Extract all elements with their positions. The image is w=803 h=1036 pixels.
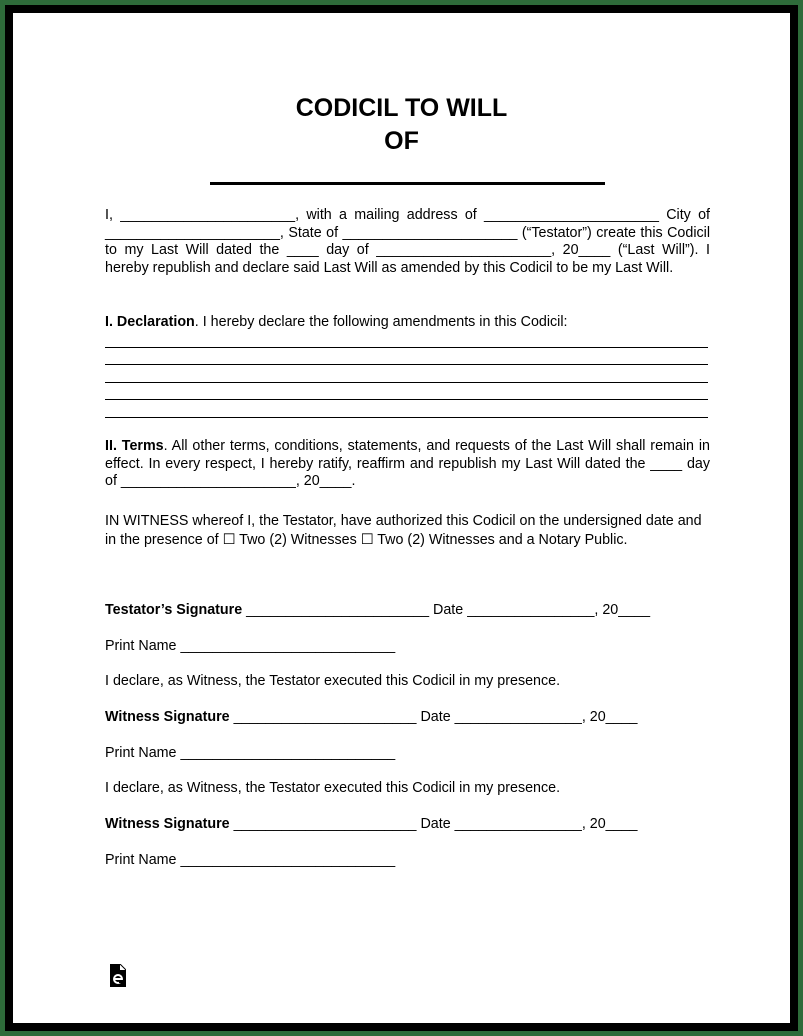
witness1-signature-line: _______________________ Date ________________, 20____ xyxy=(233,709,638,725)
witness2-declaration: I declare, as Witness, the Testator executed this Codicil in my presence. xyxy=(105,780,561,796)
witness2-print-name: Print Name ___________________________ xyxy=(105,852,396,868)
amendment-line xyxy=(105,364,708,365)
testator-name-line xyxy=(210,182,605,185)
terms-paragraph xyxy=(105,438,710,491)
declaration-text: . I hereby declare the following amendments in this Codicil: xyxy=(194,314,568,330)
intro-paragraph: I, ______________________, with a mailing address of ______________________ City of ______________________, State of ______________________ (“Testator”) create this Codicil to my Last Will dated the ____ day of ______________________, 20____ (“Last Will”). I hereby republish and declare said Last Will as amended by this Codicil to be my Last Will. xyxy=(105,207,710,276)
document-title: CODICIL TO WILL xyxy=(295,94,508,122)
witness2-signature-line: _______________________ Date ________________, 20____ xyxy=(233,816,638,832)
terms-heading: II. Terms xyxy=(105,438,164,454)
document-title-of: OF xyxy=(384,127,419,155)
witness2-signature-row xyxy=(105,815,638,833)
amendment-line xyxy=(105,399,708,400)
page-border xyxy=(5,5,798,1031)
testator-signature-line: _______________________ Date ________________, 20____ xyxy=(246,602,651,618)
amendment-line xyxy=(105,382,708,383)
witness-clause: IN WITNESS whereof I, the Testator, have authorized this Codicil on the undersigned date and in the presence of ☐ Two (2) Witnesses ☐ Two (2) Witnesses and a Notary Public. xyxy=(105,513,702,548)
declaration-heading: I. Declaration xyxy=(105,314,195,330)
witness1-declaration: I declare, as Witness, the Testator executed this Codicil in my presence. xyxy=(105,673,561,689)
witness1-signature-row xyxy=(105,708,638,726)
witness2-signature-label: Witness Signature xyxy=(105,816,230,832)
testator-signature-row xyxy=(105,601,650,619)
eforms-logo-icon xyxy=(109,964,126,987)
amendment-line xyxy=(105,417,708,418)
witness1-signature-label: Witness Signature xyxy=(105,709,230,725)
terms-text: . All other terms, conditions, statements, and requests of the Last Will shall remain in effect. In every respect, I hereby ratify, reaffirm and republish my Last Will dated the ____ day of ______________________, 20____. xyxy=(105,438,710,490)
witness1-print-name: Print Name ___________________________ xyxy=(105,745,396,761)
declaration-paragraph xyxy=(105,314,710,332)
document-page xyxy=(13,13,790,1023)
testator-print-name: Print Name ___________________________ xyxy=(105,638,396,654)
amendment-line xyxy=(105,347,708,348)
testator-signature-label: Testator’s Signature xyxy=(105,602,243,618)
